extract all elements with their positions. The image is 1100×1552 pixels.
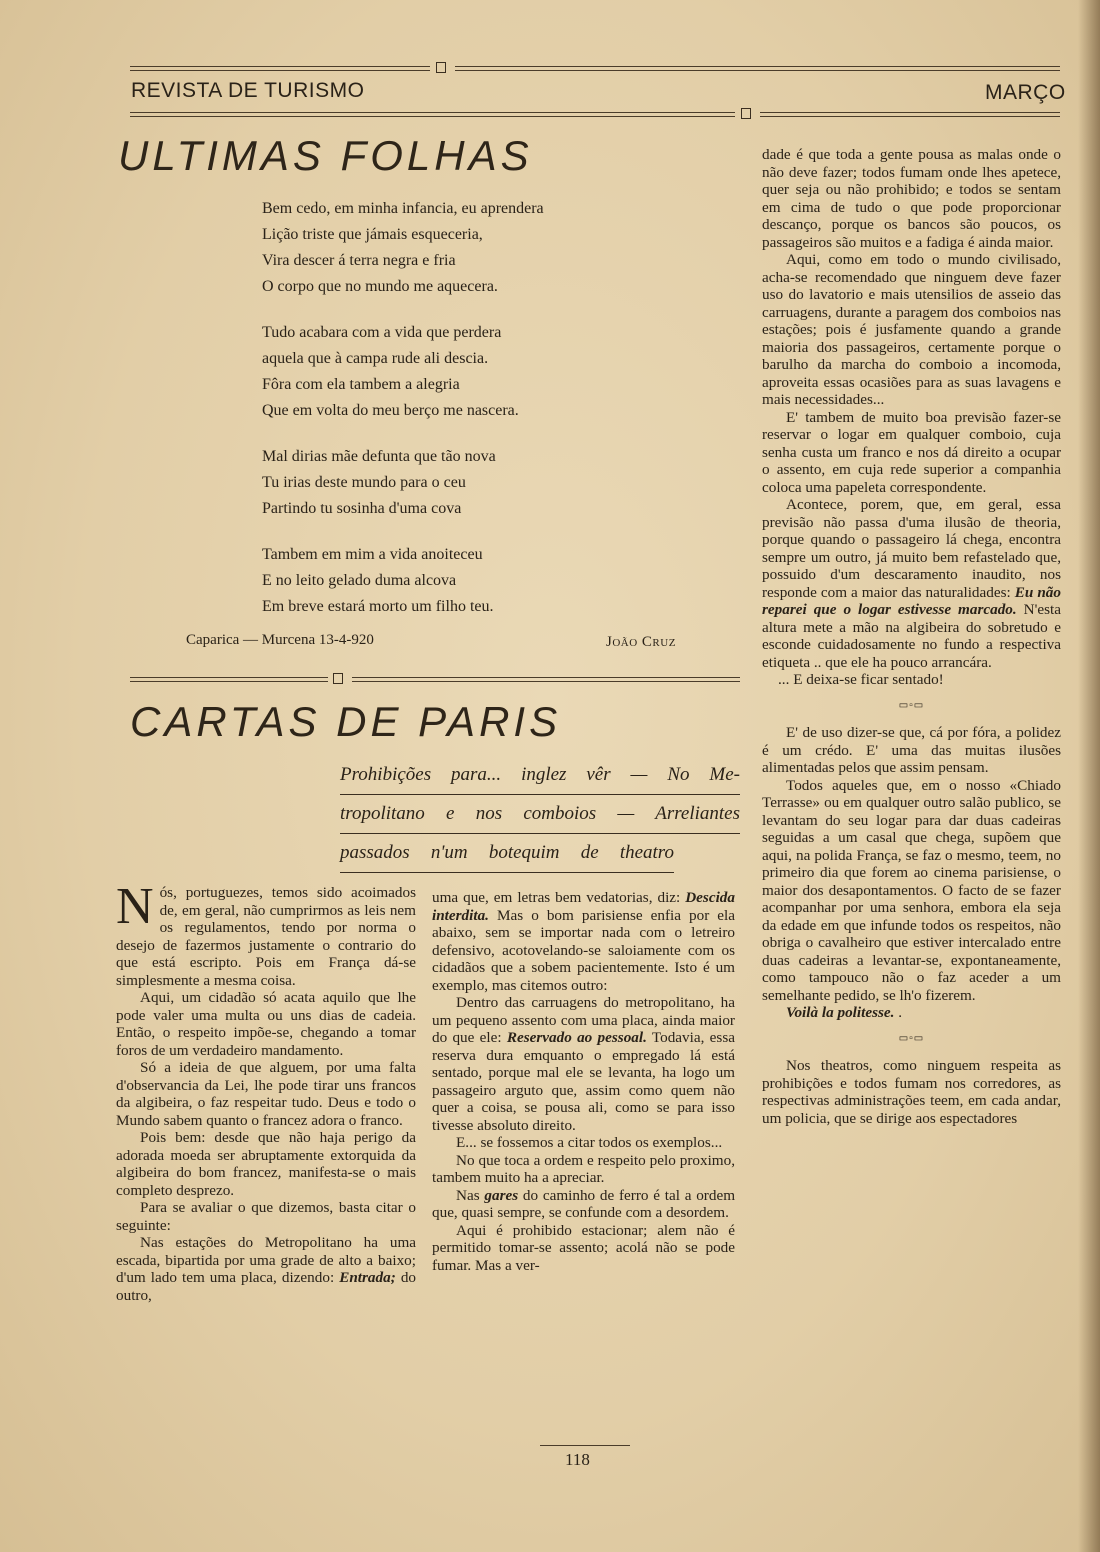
emphasis: Entrada; (339, 1269, 396, 1286)
poem-line: E no leito gelado duma alcova (262, 572, 457, 589)
poem-stanza (262, 196, 662, 300)
paragraph-text: ós, portuguezes, temos sido acoimados de, em geral, não cumprirmos as leis nem os regulamentos, tendo por norma o desejo de fazermos justamente o contrario do que está escripto. Pois em França dá-se simplesmente a mesma coisa. (116, 884, 416, 989)
poem-line: Lição triste que jámais esqueceria, (262, 226, 483, 243)
paragraph: Aqui, um cidadão só acata aquilo que lhe pode valer uma multa ou uns dias de cadeia. Então, o respeito impõe-se, chegando a tomar foros de um verdadeiro mandamento. (116, 989, 416, 1059)
paragraph: dade é que toda a gente pousa as malas onde o não deve fazer; todos fumam onde lhes apetece, quer seja ou não prohibido; e todos se sentam em cima de tudo o que pode proporcionar descanço, porque os bancos são poucos, os passageiros são muitos e a fadiga é ainda maior. (762, 146, 1061, 251)
poem-line: Tudo acabara com a vida que perdera (262, 324, 502, 341)
paragraph: E' tambem de muito boa previsão fazer-se reservar o logar em qualquer comboio, cuja senha custa um franco e nos dá direito a ocupar o assento, em cuja rede superior a companhia coloca uma papeleta correspondente. (762, 408, 1061, 496)
paragraph-text: Nas (456, 1186, 480, 1204)
paragraph (116, 878, 416, 989)
paragraph (432, 994, 735, 1134)
paragraph: Só a ideia de que alguem, por uma falta d'observancia da Lei, lhe pode tirar uns francos da algibeira, o faz respeitar tudo. Deus e todo o Mundo sabem quanto o francez adora o franco. (116, 1059, 416, 1129)
paragraph-text: Mas o bom parisiense enfia por ela abaixo, sem se importar nada com o letreiro defensivo, acotovelando-se saloiamente com os cidadãos que a sobem pacientemente. Isto é um exemplo, mas citemos outro: (432, 906, 736, 994)
emphasis: gares (484, 1186, 519, 1204)
paragraph: Pois bem: desde que não haja perigo da adorada moeda ser abruptamente extorquida da algibeira do bom francez, manifesta-se o mais completo desprezo. (116, 1129, 416, 1199)
paragraph-text: Nas estações do Metropolitano ha uma escada, bipartida por uma grade de alto a baixo; d'um lado tem uma placa, dizendo: (116, 1234, 416, 1286)
subtitle-line: Prohibições para... inglez vêr — No Me- (340, 756, 740, 795)
header-rule-bottom-left-2 (130, 116, 735, 117)
emphasis: Eu não reparei que o logar estivesse marcado. (762, 583, 1061, 618)
paragraph-text: N'esta altura mete a mão na algibeira do sobretudo e esconde cuidadosamente no fundo a respectiva etiqueta .. que ele ha pouco arrancára. (762, 601, 1061, 671)
paragraph-text: Acontece, porem, que, em geral, essa previsão não passa d'uma ilusão de theoria, porque quando o passageiro lá chega, encontra sempre um outro, já muito bem refastelado que, possuido d'um descaramento inaudito, nos responde com a maior das naturalidades: (762, 496, 1061, 601)
paragraph (432, 1187, 735, 1222)
paragraph-text: do caminho de ferro é tal a ordem que, quasi sempre, se confunde com a desordem. (432, 1186, 736, 1221)
header-rule-bottom-left (130, 112, 735, 113)
poem-stanza (262, 542, 662, 620)
article-column-2 (432, 889, 735, 1274)
article-title: CARTAS DE PARIS (130, 698, 562, 745)
poem-line: Mal dirias mãe defunta que tão nova (262, 448, 496, 465)
poem-stanza (262, 444, 662, 522)
paragraph (116, 1234, 416, 1304)
header-ornament-2 (741, 108, 751, 119)
header-rule-bottom-right (760, 112, 1060, 113)
paragraph: Todos aqueles que, em o nosso «Chiado Terrasse» ou em qualquer outro salão publico, se levantam do seu logar para dar duas cadeiras seguidas a um casal que chega, supõem que aqui, na polida França, se faz o mesmo, teem, no primeiro dia que forem ao cinema parisiense, o maior dos desapontamentos. O facto de se fazer acompanhar por uma senhora, embora ela seja da edade em que infunde todos os respeitos, não obriga o cavalheiro que estiver intercalado entre duas cadeiras a levantar-se, expontaneamente, como tampouco não o faz aceder a um semelhante pedido, se lh'o fizerem. (762, 776, 1061, 1004)
poem-line: Partindo tu sosinha d'uma cova (262, 500, 462, 517)
paragraph: E... se fossemos a citar todos os exemplos... (456, 1134, 723, 1151)
header-rule-bottom-right-2 (760, 116, 1060, 117)
paragraph-text: uma que, em letras bem vedatorias, diz: (432, 889, 681, 906)
paragraph (432, 889, 735, 994)
subtitle-line: passados n'um botequim de theatro (340, 834, 674, 873)
poem-line: O corpo que no mundo me aquecera. (262, 278, 498, 295)
article-column-3 (762, 146, 1061, 1127)
divider-left (130, 677, 328, 678)
poem-line: Fôra com ela tambem a alegria (262, 376, 460, 393)
header-rule-right (455, 66, 1060, 67)
poem-line: Que em volta do meu berço me nascera. (262, 402, 519, 419)
article-subtitle (340, 756, 740, 873)
header-rule-left-2 (130, 70, 430, 71)
paragraph: ... E deixa-se ficar sentado! (778, 671, 944, 688)
poem-body (262, 196, 662, 640)
paragraph (762, 1004, 1061, 1022)
poem-line: Vira descer á terra negra e fria (262, 252, 456, 269)
poem-title: ULTIMAS FOLHAS (118, 132, 533, 179)
page-edge-shadow (1078, 0, 1100, 1552)
section-ornament: ▭▫▭ (898, 699, 925, 711)
paragraph: Nos theatros, como ninguem respeita as prohibições e todos fumam nos corredores, as respectivas administrações teem, em cada andar, um policia, que se dirige aos espectadores (762, 1057, 1061, 1127)
divider-right-2 (352, 681, 740, 682)
poem-stanza (262, 320, 662, 424)
paragraph: Para se avaliar o que dizemos, basta citar o seguinte: (116, 1199, 416, 1234)
poem-line: aquela que à campa rude ali descia. (262, 350, 489, 367)
divider-left-2 (130, 681, 328, 682)
header-rule-left (130, 66, 430, 67)
emphasis: Voilà la politesse. (786, 1004, 895, 1021)
footer-rule (540, 1445, 630, 1446)
header-ornament (436, 62, 446, 73)
poem-line: Em breve estará morto um filho teu. (262, 598, 494, 615)
article-column-1 (116, 878, 416, 1304)
paragraph-text: Todavia, essa reserva dura emquanto o empregado lá está sentado, porque mal ele se levanta, ha logo um passageiro arguto que, assim como quem não quer a coisa, se pousa ali, como se para isso tivesse absoluto direito. (432, 1029, 735, 1134)
emphasis: Descida interdita. (432, 889, 735, 924)
poem-author: João Cruz (606, 634, 676, 650)
section-ornament: ▭▫▭ (898, 1032, 925, 1044)
drop-cap: N (116, 878, 154, 935)
paragraph-text: . (898, 1004, 903, 1021)
paragraph: Aqui é prohibido estacionar; alem não é permitido tomar-se assento; acolá não se pode fumar. Mas a ver- (432, 1221, 735, 1274)
issue-month: MARÇO (985, 81, 1066, 104)
magazine-title: REVISTA DE TURISMO (131, 79, 365, 102)
paragraph (762, 496, 1061, 671)
paragraph: E' de uso dizer-se que, cá por fóra, a polidez é um crédo. E' uma das muitas ilusões alimentadas pelos que assim pensam. (762, 724, 1061, 776)
paragraph: Aqui, como em todo o mundo civilisado, acha-se recomendado que ninguem deve fazer uso do lavatorio e mais utensilios de asseio das carruagens, durante a paragem dos comboios nas estações; pois é jusfamente quando a grande maioria dos passageiros, certamente porque o barulho da marcha do comboio a incomoda, aproveita essas ocasiões para as suas lavagens e mais necessidades... (762, 251, 1061, 408)
paragraph-text: Dentro das carruagens do metropolitano, ha um pequeno assento com uma placa, ainda maior do que ele: (432, 994, 735, 1046)
poem-line: Bem cedo, em minha infancia, eu aprendera (262, 200, 544, 217)
paragraph-text: do outro, (116, 1269, 416, 1304)
poem-place-date: Caparica — Murcena 13-4-920 (186, 632, 374, 648)
poem-line: Tu irias deste mundo para o ceu (262, 474, 466, 491)
subtitle-line: tropolitano e nos comboios — Arreliantes (340, 795, 740, 834)
poem-line: Tambem em mim a vida anoiteceu (262, 546, 483, 563)
paragraph: No que toca a ordem e respeito pelo proximo, tambem muito ha a apreciar. (432, 1151, 735, 1186)
divider-ornament (333, 673, 343, 684)
page-number: 118 (565, 1450, 590, 1469)
emphasis: Reservado ao pessoal. (506, 1029, 647, 1046)
divider-right (352, 677, 740, 678)
header-rule-right-2 (455, 70, 1060, 71)
